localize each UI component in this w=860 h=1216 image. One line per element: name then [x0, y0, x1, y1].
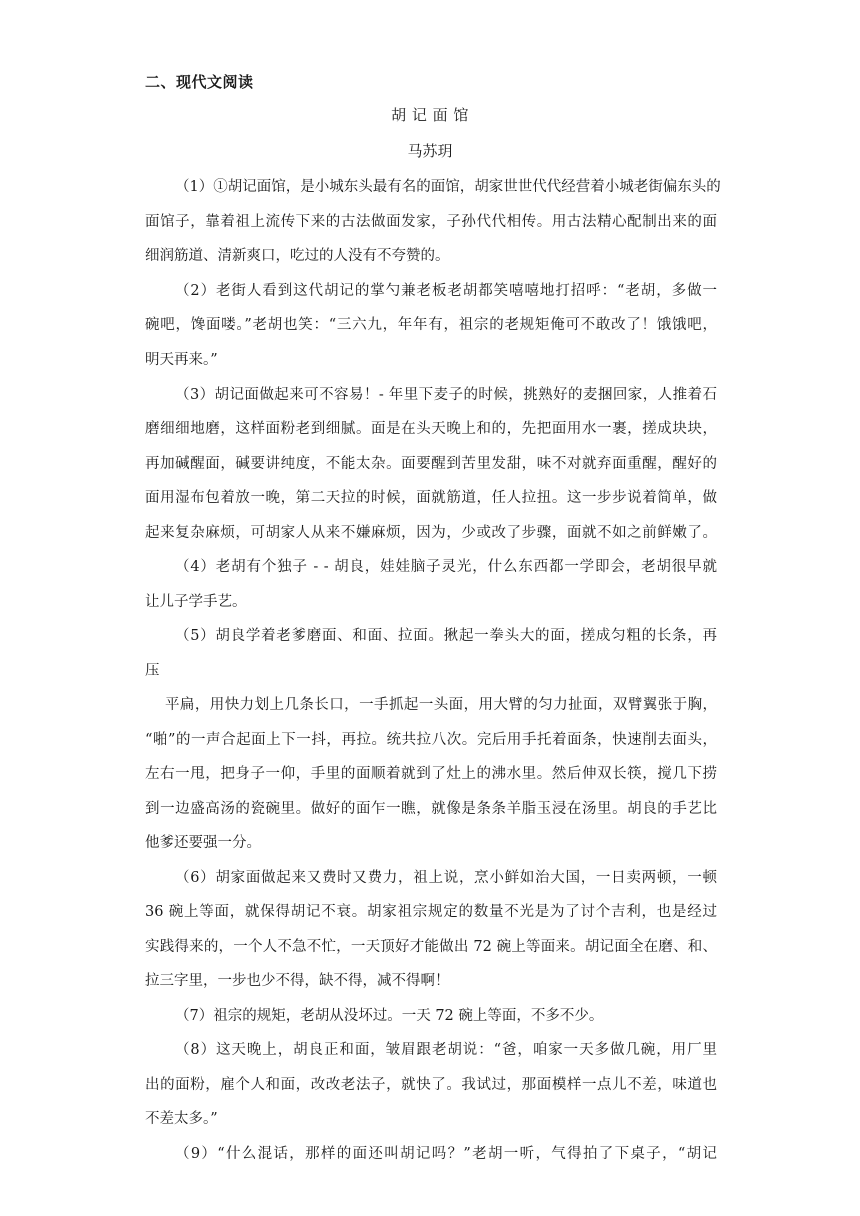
paragraph-5-line-2: 压 — [145, 663, 160, 679]
paragraph-8-line-2: 出的面粉，雇个人和面，改改老法子，就快了。我试过，那面模样一点儿不差，味道也 — [145, 1077, 717, 1093]
paragraph-8-line-3: 不差太多。” — [145, 1111, 218, 1127]
paragraph-5-line-5: 左右一甩，把身子一仰，手里的面顺着就到了灶上的沸水里。然后伸双长筷，搅几下捞 — [145, 766, 717, 782]
article-title: 胡 记 面 馆 — [391, 106, 469, 124]
paragraph-3-line-5: 起来复杂麻烦，可胡家人从来不嫌麻烦，因为，少或改了步骤，面就不如之前鲜嫩了。 — [145, 525, 717, 541]
paragraph-7-line-1: （7）祖宗的规矩，老胡从没坏过。一天 72 碗上等面，不多不少。 — [175, 1008, 604, 1024]
paragraph-9-line-1: （9）“什么混话，那样的面还叫胡记吗？”老胡一听，气得拍了下桌子，“胡记 — [175, 1146, 717, 1162]
paragraph-5-line-7: 他爹还要强一分。 — [145, 835, 261, 851]
paragraph-3-line-4: 面用湿布包着放一晚，第二天拉的时候，面就筋道，任人拉扭。这一步步说着简单，做 — [145, 490, 717, 506]
paragraph-6-line-3: 实践得来的，一个人不急不忙，一天顶好才能做出 72 碗上等面来。胡记面全在磨、和、 — [145, 939, 717, 955]
paragraph-5-line-1: （5）胡良学着老爹磨面、和面、拉面。揪起一拳头大的面，搓成匀粗的长条，再 — [175, 628, 717, 644]
paragraph-2-line-3: 明天再来。” — [145, 352, 218, 368]
paragraph-3-line-1: （3）胡记面做起来可不容易！- 年里下麦子的时候，挑熟好的麦捆回家，人推着石 — [175, 387, 717, 403]
paragraph-1-line-2: 面馆子，靠着祖上流传下来的古法做面发家，子孙代代相传。用古法精心配制出来的面 — [145, 214, 717, 230]
paragraph-1-line-3: 细润筋道、清新爽口，吃过的人没有不夸赞的。 — [145, 248, 450, 264]
paragraph-1-line-1: （1）①胡记面馆，是小城东头最有名的面馆，胡家世世代代经营着小城老街偏东头的 — [175, 179, 721, 195]
paragraph-5-line-4: “啪”的一声合起面上下一抖，再拉。统共拉八次。完后用手托着面条，快速削去面头， — [145, 732, 717, 748]
paragraph-6-line-1: （6）胡家面做起来又费时又费力，祖上说，烹小鲜如治大国，一日卖两顿，一顿 — [175, 870, 717, 886]
paragraph-3-line-3: 再加碱醒面，碱要讲纯度，不能太杂。面要醒到苦里发甜，味不对就弃面重醒，醒好的 — [145, 456, 717, 472]
paragraph-4-line-1: （4）老胡有个独子 - - 胡良，娃娃脑子灵光，什么东西都一学即会，老胡很早就 — [175, 559, 717, 575]
paragraph-6-line-2: 36 碗上等面，就保得胡记不衰。胡家祖宗规定的数量不光是为了讨个吉利，也是经过 — [145, 904, 717, 920]
paragraph-8-line-1: （8）这天晚上，胡良正和面，皱眉跟老胡说：“爸，咱家一天多做几碗，用厂里 — [175, 1042, 717, 1058]
paragraph-3-line-2: 磨细细地磨，这样面粉老到细腻。面是在头天晚上和的，先把面用水一裹，搓成块块， — [145, 421, 717, 437]
paragraph-6-line-4: 拉三字里，一步也少不得，缺不得，减不得啊！ — [145, 973, 450, 989]
section-heading: 二、现代文阅读 — [145, 73, 254, 91]
paragraph-2-line-2: 碗吧，馋面喽。”老胡也笑：“三六九，年年有，祖宗的老规矩俺可不敢改了！饿饿吧， — [145, 317, 717, 333]
article-author: 马苏玥 — [407, 142, 453, 160]
paragraph-5-line-3: 平扁，用快力划上几条长口，一手抓起一头面，用大臂的匀力扯面，双臂翼张于胸， — [165, 697, 717, 713]
paragraph-2-line-1: （2）老街人看到这代胡记的掌勺兼老板老胡都笑嘻嘻地打招呼：“老胡，多做一 — [175, 283, 717, 299]
paragraph-5-line-6: 到一边盛高汤的瓷碗里。做好的面乍一瞧，就像是条条羊脂玉浸在汤里。胡良的手艺比 — [145, 801, 717, 817]
paragraph-4-line-2: 让儿子学手艺。 — [145, 594, 247, 610]
